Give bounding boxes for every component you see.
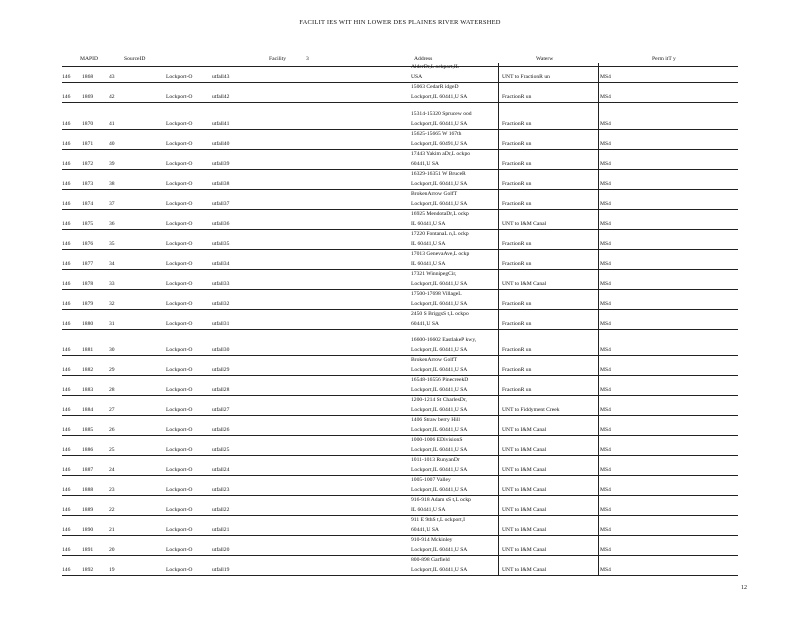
cell-index: 146: [62, 94, 71, 100]
cell-outfall: utfall24: [212, 467, 230, 473]
cell-permit: MS4: [600, 201, 611, 207]
cell-address-line1: 1200-1214 St CharlesDr,: [411, 397, 467, 403]
cell-permit: MS4: [600, 94, 611, 100]
cell-sourceid: 25: [109, 447, 115, 453]
cell-permit: MS4: [600, 447, 611, 453]
cell-index: 146: [62, 347, 71, 353]
cell-outfall: utfall28: [212, 387, 230, 393]
table-row: [62, 516, 738, 536]
header-sourceid: SourceID: [124, 56, 146, 62]
cell-permit: MS4: [600, 161, 611, 167]
cell-facility: Lockport-O: [166, 94, 193, 100]
cell-outfall: utfall33: [212, 281, 230, 287]
cell-facility: Lockport-O: [166, 301, 193, 307]
cell-waterway: FractionR un: [502, 121, 532, 127]
cell-permit: MS4: [600, 121, 611, 127]
cell-mapid: 1885: [82, 427, 94, 433]
cell-permit: MS4: [600, 367, 611, 373]
cell-mapid: 1890: [82, 527, 94, 533]
cell-outfall: utfall36: [212, 221, 230, 227]
cell-mapid: 1872: [82, 161, 94, 167]
cell-waterway: UNT to FractionR un: [502, 74, 550, 80]
cell-sourceid: 38: [109, 181, 115, 187]
cell-sourceid: 22: [109, 507, 115, 513]
cell-address-line1: 2450 S BriggsS t,L ockpo: [411, 311, 469, 317]
cell-address-line1: BrokenArrow GolfT: [411, 357, 458, 363]
cell-address-line2: Lockport,IL 60441,U SA: [411, 547, 468, 553]
cell-mapid: 1889: [82, 507, 94, 513]
cell-index: 146: [62, 487, 71, 493]
cell-mapid: 1887: [82, 467, 94, 473]
header-mapid: MAPID: [80, 56, 99, 62]
cell-facility: Lockport-O: [166, 447, 193, 453]
cell-mapid: 1868: [82, 74, 94, 80]
cell-waterway: FractionR un: [502, 387, 532, 393]
cell-sourceid: 33: [109, 281, 115, 287]
cell-facility: Lockport-O: [166, 427, 193, 433]
cell-address-line2: IL 60441,U SA: [411, 241, 446, 247]
table-row: [62, 250, 738, 270]
cell-facility: Lockport-O: [166, 121, 193, 127]
cell-facility: Lockport-O: [166, 487, 193, 493]
cell-mapid: 1871: [82, 141, 94, 147]
page-title: FACILIT IES WIT HIN LOWER DES PLAINES RIVER WATERSHED: [299, 19, 501, 26]
header-address: Address: [414, 56, 433, 62]
cell-permit: MS4: [600, 141, 611, 147]
cell-outfall: utfall32: [212, 301, 230, 307]
cell-mapid: 1891: [82, 547, 94, 553]
cell-waterway: UNT to I&M Canal: [502, 527, 547, 533]
cell-sourceid: 42: [109, 94, 115, 100]
cell-index: 146: [62, 121, 71, 127]
cell-facility: Lockport-O: [166, 281, 193, 287]
table-row: [62, 436, 738, 456]
header-facility-num: 3: [306, 56, 309, 62]
cell-outfall: utfall38: [212, 181, 230, 187]
header-waterway: Waterw: [536, 56, 554, 62]
cell-mapid: 1892: [82, 567, 94, 573]
cell-mapid: 1875: [82, 221, 94, 227]
table-row: [62, 170, 738, 190]
cell-waterway: FractionR un: [502, 241, 532, 247]
cell-waterway: UNT to I&M Canal: [502, 427, 547, 433]
cell-address-line2: Lockport,IL 60441,U SA: [411, 427, 468, 433]
cell-address-line2: Lockport,IL 60441,U SA: [411, 387, 468, 393]
cell-mapid: 1888: [82, 487, 94, 493]
cell-index: 146: [62, 74, 71, 80]
cell-address-line1: 1005-1007 Valley: [411, 477, 451, 483]
table-row: [62, 190, 738, 210]
cell-facility: Lockport-O: [166, 467, 193, 473]
cell-address-line1: BrokenArrow GolfT: [411, 191, 458, 197]
cell-facility: Lockport-O: [166, 161, 193, 167]
cell-facility: Lockport-O: [166, 367, 193, 373]
cell-mapid: 1870: [82, 121, 94, 127]
cell-outfall: utfall25: [212, 447, 230, 453]
cell-outfall: utfall22: [212, 507, 230, 513]
cell-sourceid: 37: [109, 201, 115, 207]
cell-permit: MS4: [600, 281, 611, 287]
cell-waterway: UNT to I&M Canal: [502, 467, 547, 473]
cell-sourceid: 34: [109, 261, 115, 267]
table-row: [62, 270, 738, 290]
cell-address-line1: 17013 GenevaAve,L ockp: [411, 251, 470, 257]
cell-sourceid: 19: [109, 567, 115, 573]
header-permit: Perm itT y: [652, 56, 676, 62]
table-row: [62, 130, 738, 150]
cell-outfall: utfall27: [212, 407, 230, 413]
table-row: [62, 110, 738, 130]
cell-waterway: FractionR un: [502, 181, 532, 187]
cell-sourceid: 21: [109, 527, 115, 533]
table-row: [62, 536, 738, 556]
column-divider: [498, 63, 499, 575]
cell-waterway: UNT to I&M Canal: [502, 547, 547, 553]
cell-address-line2: IL 60441,U SA: [411, 221, 446, 227]
cell-address-line2: Lockport,IL 60441,U SA: [411, 301, 468, 307]
cell-facility: Lockport-O: [166, 507, 193, 513]
cell-facility: Lockport-O: [166, 181, 193, 187]
cell-outfall: utfall31: [212, 321, 230, 327]
cell-sourceid: 27: [109, 407, 115, 413]
cell-address-line2: Lockport,IL 60441,U SA: [411, 447, 468, 453]
cell-outfall: utfall43: [212, 74, 230, 80]
cell-waterway: FractionR un: [502, 367, 532, 373]
cell-permit: MS4: [600, 467, 611, 473]
cell-facility: Lockport-O: [166, 141, 193, 147]
cell-waterway: UNT to I&M Canal: [502, 281, 547, 287]
cell-index: 146: [62, 407, 71, 413]
cell-outfall: utfall42: [212, 94, 230, 100]
cell-outfall: utfall30: [212, 347, 230, 353]
cell-address-line1: 916-918 Adam sS t,L ockp: [411, 497, 471, 503]
table-row: [62, 396, 738, 416]
cell-waterway: FractionR un: [502, 261, 532, 267]
cell-permit: MS4: [600, 487, 611, 493]
cell-facility: Lockport-O: [166, 547, 193, 553]
cell-permit: MS4: [600, 181, 611, 187]
cell-address-line2: Lockport,IL 60441,U SA: [411, 181, 468, 187]
cell-permit: MS4: [600, 261, 611, 267]
cell-index: 146: [62, 261, 71, 267]
cell-index: 146: [62, 321, 71, 327]
cell-facility: Lockport-O: [166, 241, 193, 247]
cell-address-line2: Lockport,IL 60441,U SA: [411, 281, 468, 287]
cell-address-line2: Lockport,IL 60441,U SA: [411, 347, 468, 353]
table-row: [62, 496, 738, 516]
cell-permit: MS4: [600, 547, 611, 553]
cell-mapid: 1877: [82, 261, 94, 267]
cell-mapid: 1883: [82, 387, 94, 393]
cell-index: 146: [62, 201, 71, 207]
cell-address-line1: 1011-1013 RunyanDr: [411, 457, 460, 463]
cell-address-line1: 910-914 Mckinley: [411, 537, 453, 543]
cell-permit: MS4: [600, 321, 611, 327]
cell-permit: MS4: [600, 427, 611, 433]
cell-sourceid: 28: [109, 387, 115, 393]
cell-outfall: utfall35: [212, 241, 230, 247]
cell-permit: MS4: [600, 527, 611, 533]
cell-address-line2: Lockport,IL 60441,U SA: [411, 567, 468, 573]
cell-sourceid: 41: [109, 121, 115, 127]
cell-mapid: 1884: [82, 407, 94, 413]
cell-facility: Lockport-O: [166, 261, 193, 267]
cell-address-line2: 60441,U SA: [411, 161, 439, 167]
cell-address-line1: 15625-15665 W 167th: [411, 131, 462, 137]
cell-sourceid: 26: [109, 427, 115, 433]
table-row: [62, 210, 738, 230]
cell-facility: Lockport-O: [166, 201, 193, 207]
cell-sourceid: 32: [109, 301, 115, 307]
cell-address-line2: Lockport,IL 60491,U SA: [411, 141, 468, 147]
cell-facility: Lockport-O: [166, 387, 193, 393]
cell-index: 146: [62, 547, 71, 553]
cell-index: 146: [62, 301, 71, 307]
cell-sourceid: 35: [109, 241, 115, 247]
cell-facility: Lockport-O: [166, 74, 193, 80]
cell-outfall: utfall26: [212, 427, 230, 433]
cell-mapid: 1878: [82, 281, 94, 287]
cell-waterway: FractionR un: [502, 161, 532, 167]
cell-outfall: utfall21: [212, 527, 230, 533]
cell-mapid: 1886: [82, 447, 94, 453]
cell-index: 146: [62, 367, 71, 373]
cell-index: 146: [62, 181, 71, 187]
cell-address-line2: Lockport,IL 60441,U SA: [411, 487, 468, 493]
cell-address-line2: Lockport,IL 60441,U SA: [411, 467, 468, 473]
cell-address-line1: AlderDr,L ockport,IL: [411, 64, 460, 70]
cell-mapid: 1874: [82, 201, 94, 207]
cell-waterway: FractionR un: [502, 201, 532, 207]
cell-outfall: utfall19: [212, 567, 230, 573]
cell-permit: MS4: [600, 507, 611, 513]
table-row: [62, 63, 738, 83]
cell-waterway: UNT to I&M Canal: [502, 221, 547, 227]
cell-address-line1: 800-898 Garfield: [411, 557, 450, 563]
cell-address-line2: Lockport,IL 60441,U SA: [411, 94, 468, 100]
cell-sourceid: 39: [109, 161, 115, 167]
cell-waterway: FractionR un: [502, 94, 532, 100]
cell-permit: MS4: [600, 347, 611, 353]
cell-outfall: utfall37: [212, 201, 230, 207]
table-row: [62, 476, 738, 496]
cell-index: 146: [62, 141, 71, 147]
cell-sourceid: 31: [109, 321, 115, 327]
cell-outfall: utfall23: [212, 487, 230, 493]
cell-address-line1: 16329-16351 W BruceR: [411, 171, 466, 177]
cell-outfall: utfall40: [212, 141, 230, 147]
cell-waterway: FractionR un: [502, 141, 532, 147]
cell-facility: Lockport-O: [166, 527, 193, 533]
table-row: [62, 356, 738, 376]
table-row: [62, 290, 738, 310]
cell-address-line2: IL 60441,U SA: [411, 261, 446, 267]
cell-outfall: utfall39: [212, 161, 230, 167]
cell-outfall: utfall20: [212, 547, 230, 553]
cell-facility: Lockport-O: [166, 221, 193, 227]
cell-mapid: 1879: [82, 301, 94, 307]
cell-address-line1: 1406 Straw berry Hill: [411, 417, 460, 423]
cell-index: 146: [62, 567, 71, 573]
cell-outfall: utfall41: [212, 121, 230, 127]
cell-index: 146: [62, 507, 71, 513]
cell-outfall: utfall34: [212, 261, 230, 267]
cell-mapid: 1881: [82, 347, 94, 353]
cell-index: 146: [62, 447, 71, 453]
cell-index: 146: [62, 387, 71, 393]
cell-address-line1: 17443 Yakim aDr,L ockpo: [411, 151, 471, 157]
cell-outfall: utfall29: [212, 367, 230, 373]
cell-index: 146: [62, 241, 71, 247]
table-row: [62, 556, 738, 576]
cell-mapid: 1873: [82, 181, 94, 187]
cell-permit: MS4: [600, 407, 611, 413]
table-row: [62, 150, 738, 170]
table-row: [62, 83, 738, 103]
column-divider: [598, 63, 599, 575]
cell-address-line2: Lockport,IL 60441,U SA: [411, 367, 468, 373]
cell-address-line2: 60441,U SA: [411, 321, 439, 327]
table-row: [62, 310, 738, 330]
cell-waterway: FractionR un: [502, 347, 532, 353]
cell-address-line2: Lockport,IL 60441,U SA: [411, 201, 468, 207]
cell-address-line1: 17220 FontanaL n,L ockp: [411, 231, 469, 237]
cell-permit: MS4: [600, 241, 611, 247]
cell-index: 146: [62, 161, 71, 167]
cell-waterway: UNT to I&M Canal: [502, 567, 547, 573]
cell-permit: MS4: [600, 301, 611, 307]
cell-waterway: UNT to Fiddyment Creek: [502, 407, 560, 413]
cell-facility: Lockport-O: [166, 567, 193, 573]
table-row: [62, 376, 738, 396]
cell-waterway: FractionR un: [502, 321, 532, 327]
cell-address-line1: 17500-17698 VillageL: [411, 291, 462, 297]
cell-sourceid: 30: [109, 347, 115, 353]
cell-facility: Lockport-O: [166, 321, 193, 327]
cell-sourceid: 23: [109, 487, 115, 493]
cell-permit: MS4: [600, 387, 611, 393]
cell-address-line1: 16600-16602 EastlakeP kwy,: [411, 337, 477, 343]
cell-address-line1: 1000-1006 EDivisionS: [411, 437, 463, 443]
cell-index: 146: [62, 467, 71, 473]
cell-permit: MS4: [600, 567, 611, 573]
table-row: [62, 336, 738, 356]
page-number: 12: [741, 585, 747, 591]
cell-sourceid: 24: [109, 467, 115, 473]
cell-mapid: 1876: [82, 241, 94, 247]
cell-index: 146: [62, 527, 71, 533]
cell-permit: MS4: [600, 221, 611, 227]
cell-facility: Lockport-O: [166, 347, 193, 353]
table-row: [62, 416, 738, 436]
cell-index: 146: [62, 281, 71, 287]
facilities-table: [62, 55, 738, 573]
cell-sourceid: 20: [109, 547, 115, 553]
cell-address-line2: 60441,U SA: [411, 527, 439, 533]
table-row: [62, 230, 738, 250]
cell-address-line1: 16925 MendotaDr,L ockp: [411, 211, 469, 217]
cell-sourceid: 43: [109, 74, 115, 80]
cell-address-line2: Lockport,IL 60441,U SA: [411, 407, 468, 413]
cell-sourceid: 36: [109, 221, 115, 227]
cell-sourceid: 40: [109, 141, 115, 147]
cell-index: 146: [62, 427, 71, 433]
cell-mapid: 1880: [82, 321, 94, 327]
cell-waterway: FractionR un: [502, 301, 532, 307]
cell-waterway: UNT to I&M Canal: [502, 487, 547, 493]
cell-address-line2: IL 60441,U SA: [411, 507, 446, 513]
cell-waterway: UNT to I&M Canal: [502, 447, 547, 453]
header-facility: Facility: [269, 56, 287, 62]
cell-address-line2: Lockport,IL 60441,U SA: [411, 121, 468, 127]
cell-address-line1: 16548-16556 PinecreekD: [411, 377, 469, 383]
cell-waterway: UNT to I&M Canal: [502, 507, 547, 513]
table-row: [62, 456, 738, 476]
cell-index: 146: [62, 221, 71, 227]
cell-mapid: 1882: [82, 367, 94, 373]
cell-address-line1: 15314-15320 Sprucew ood: [411, 111, 472, 117]
cell-facility: Lockport-O: [166, 407, 193, 413]
cell-mapid: 1869: [82, 94, 94, 100]
cell-address-line2: USA: [411, 74, 423, 80]
cell-address-line1: 15063 CedarR idgeD: [411, 84, 459, 90]
cell-address-line1: 17321 WinnipegCir,: [411, 271, 457, 277]
cell-address-line1: 911 E 9thS t,L ockport,I: [411, 517, 465, 523]
cell-permit: MS4: [600, 74, 611, 80]
cell-sourceid: 29: [109, 367, 115, 373]
